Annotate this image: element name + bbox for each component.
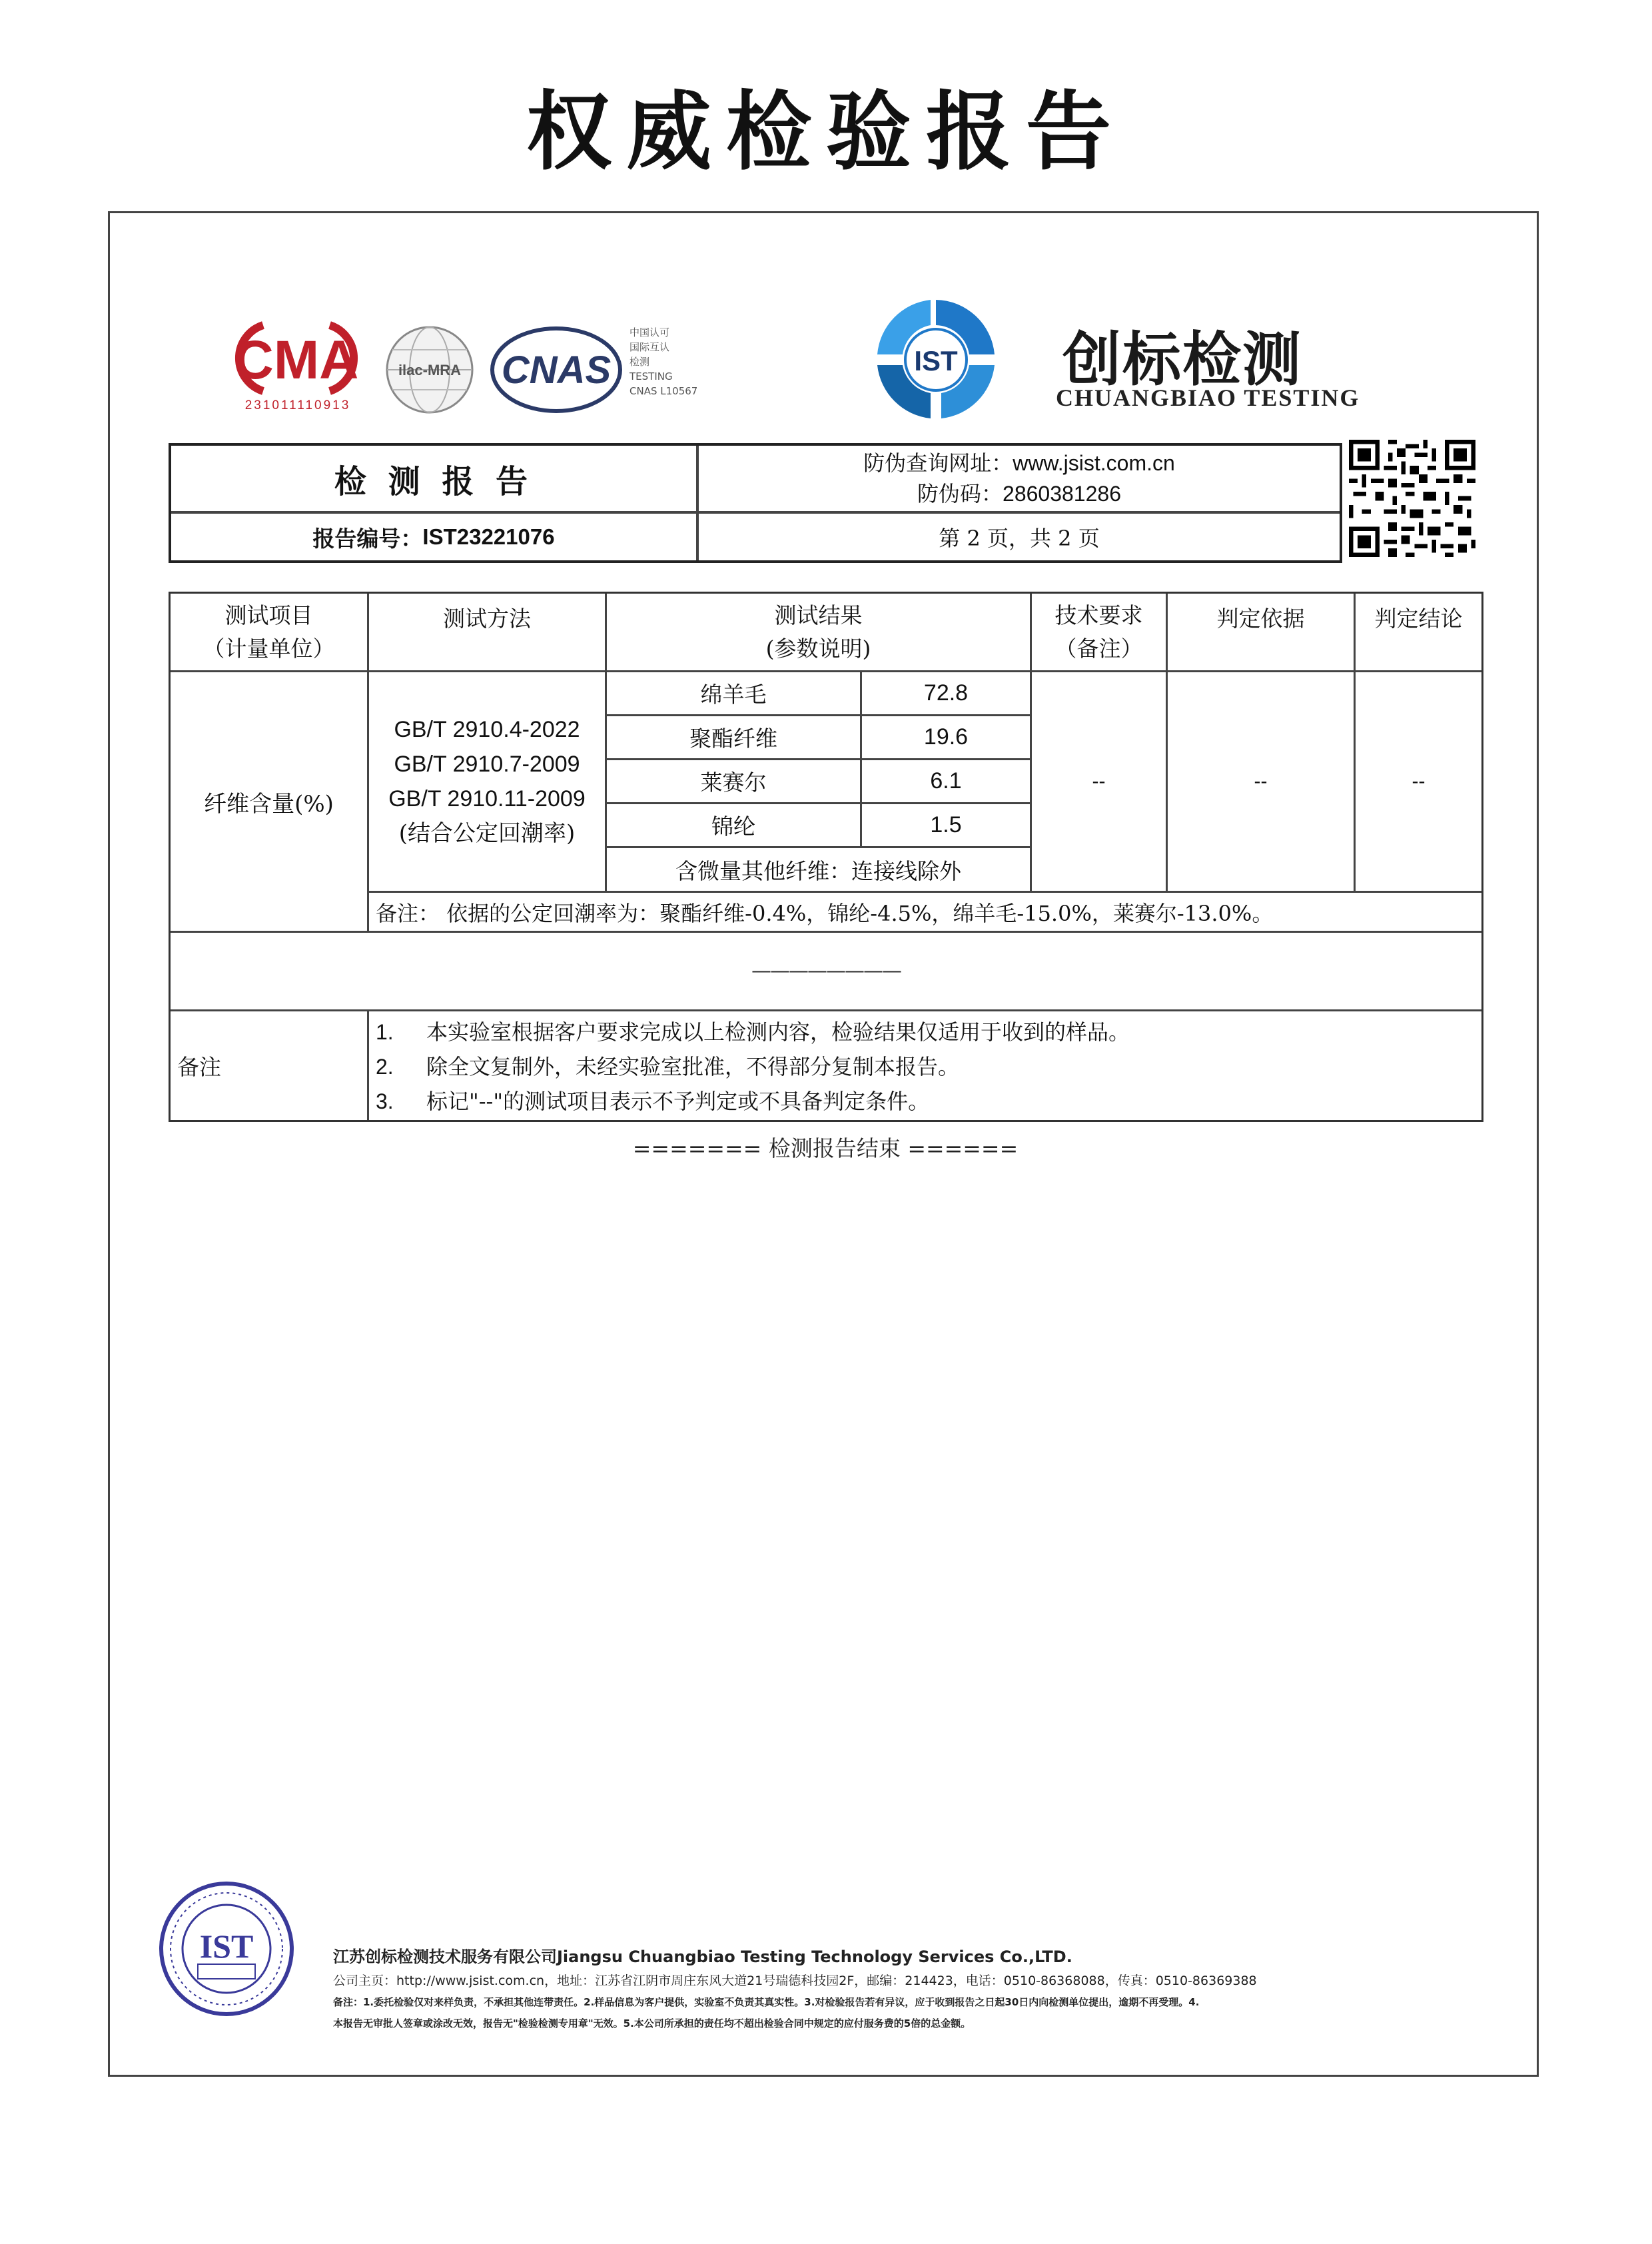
report-end-line: ======= 检测报告结束 ====== <box>632 1135 1019 1161</box>
remarks-list <box>376 1015 1475 1119</box>
seal-text: IST <box>199 1928 254 1965</box>
remarks-label: 备注 <box>177 1054 221 1080</box>
test-methods: GB/T 2910.4-2022 GB/T 2910.7-2009 GB/T 2910.11-2009 (结合公定回潮率) <box>388 717 586 847</box>
blank-row-mark: ———————— <box>751 959 901 983</box>
report-title: 检 测 报 告 <box>334 462 534 500</box>
ilac-text: ilac-MRA <box>398 362 462 378</box>
header-judgment-basis: 判定依据 <box>1216 606 1305 632</box>
brand-name-en: CHUANGBIAO TESTING <box>1056 384 1360 411</box>
header-judgment-conclusion: 判定结论 <box>1374 606 1463 632</box>
anti-fake-code: 2860381286 <box>1003 482 1121 506</box>
judgment-basis-value: -- <box>1254 770 1268 792</box>
footer-note-line-2: 本报告无审批人签章或涂改无效，报告无"检验检测专用章"无效。5.本公司所承担的责任均不超出检验合同中规定的应付服务费的5倍的总金额。 <box>333 2017 971 2029</box>
page-info: 第 2 页，共 2 页 <box>939 526 1100 551</box>
page-title: 权威检验报告 <box>526 83 1126 182</box>
remark-item: 2. 除全文复制外，未经实验室批准，不得部分复制本报告。 <box>376 1054 960 1079</box>
report-number: 报告编号： IST23221076 <box>312 524 555 552</box>
report-document <box>108 211 1539 2077</box>
result-fiber-value: 1.5 <box>930 812 962 838</box>
footer-note-line-1: 备注：1.委托检验仅对来样负责，不承担其他连带责任。2.样品信息为客户提供，实验室不负责其真实性。3.对检验报告若有异议，应于收到报告之日起30日内向检测单位提出，逾期不再受理。4. <box>333 1996 1200 2008</box>
result-fiber-name: 聚酯纤维 <box>689 726 777 752</box>
ilac-mra-logo <box>383 323 476 416</box>
result-fiber-value: 72.8 <box>923 680 969 706</box>
moisture-regain-note: 备注： 依据的公定回潮率为：聚酯纤维-0.4%，锦纶-4.5%，绵羊毛-15.0%，莱赛尔-13.0%。 <box>376 900 1274 926</box>
header-technical-requirement: 技术要求 （备注） <box>1054 602 1143 662</box>
results-table <box>169 592 1483 1122</box>
cma-number: 231011110913 <box>244 398 351 412</box>
ist-logo-text: IST <box>914 345 958 376</box>
cnas-note: 中国认可 国际互认 检测 TESTING CNAS L10567 <box>629 326 698 397</box>
remark-item: 1. 本实验室根据客户要求完成以上检测内容，检验结果仅适用于收到的样品。 <box>376 1019 1130 1045</box>
query-url: www.jsist.com.cn <box>1013 451 1175 475</box>
company-seal <box>157 1879 296 2019</box>
brand-name-cn: 创标检测 <box>1062 324 1303 394</box>
result-note: 含微量其他纤维：连接线除外 <box>675 857 961 884</box>
result-fiber-value: 6.1 <box>930 768 962 794</box>
header-test-method: 测试方法 <box>443 606 531 632</box>
report-header-table <box>169 443 1342 563</box>
result-fiber-name: 绵羊毛 <box>700 682 767 708</box>
judgment-conclusion-value: -- <box>1412 770 1426 792</box>
remark-item: 3. 标记"--"的测试项目表示不予判定或不具备判定条件。 <box>376 1089 930 1114</box>
result-fiber-value: 19.6 <box>923 724 969 750</box>
cnas-text: CNAS <box>501 348 612 392</box>
ist-logo <box>869 293 1003 426</box>
qr-code <box>1349 440 1475 557</box>
cma-logo-text: CMA <box>234 330 359 390</box>
result-fiber-name: 锦纶 <box>711 814 755 840</box>
anti-fake-info: 防伪查询网址：www.jsist.com.cn 防伪码：2860381286 <box>863 450 1175 506</box>
test-item-name: 纤维含量(%) <box>204 790 334 818</box>
cnas-logo <box>490 323 623 416</box>
header-test-result: 测试结果 (参数说明) <box>765 602 871 662</box>
cma-logo <box>223 320 370 396</box>
technical-requirement-value: -- <box>1092 770 1106 792</box>
result-fiber-name: 莱赛尔 <box>700 770 767 796</box>
footer-address: 公司主页：http://www.jsist.com.cn，地址：江苏省江阴市周庄东风大道21号瑞德科技园2F，邮编：214423，电话：0510-86368088，传真：0510-86369388 <box>333 1973 1257 1988</box>
footer-company: 江苏创标检测技术服务有限公司Jiangsu Chuangbiao Testing Technology Services Co.,LTD. <box>333 1948 1072 1966</box>
header-test-item: 测试项目 （计量单位） <box>203 602 335 662</box>
